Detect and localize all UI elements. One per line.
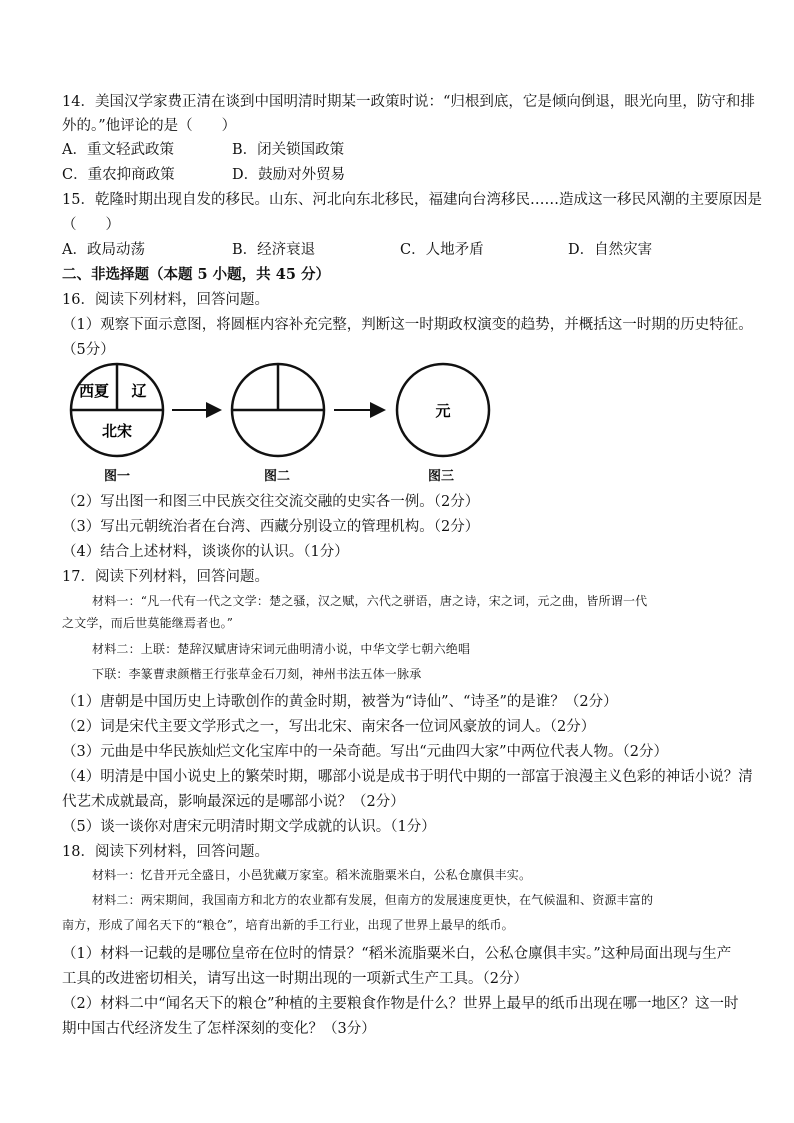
q15-option-a: A．政局动荡 bbox=[62, 242, 145, 258]
q17-intro: 17．阅读下列材料，回答问题。 bbox=[62, 569, 269, 585]
q14-stem-line1: 14．美国汉学家费正清在谈到中国明清时期某一政策时说：“归根到底，它是倾向倒退，眼光向里，防守和排 bbox=[62, 94, 755, 110]
caption-fig1: 图一 bbox=[104, 469, 131, 484]
q15-stem-line1: 15．乾隆时期出现自发的移民。山东、河北向东北移民，福建向台湾移民……造成这一移民风潮的主要原因是 bbox=[62, 192, 762, 208]
q17-sub3: （3）元曲是中华民族灿烂文化宝库中的一朵奇葩。写出“元曲四大家”中两位代表人物。（2分） bbox=[62, 744, 669, 760]
q14-option-d: D．鼓励对外贸易 bbox=[232, 167, 346, 183]
q14-stem-line2: 外的。”他评论的是（ ） bbox=[62, 118, 237, 134]
q16-sub1-line2: （5分） bbox=[62, 342, 115, 358]
q18-sub2-line2: 期中国古代经济发生了怎样深刻的变化？（3分） bbox=[62, 1021, 376, 1037]
caption-fig3: 图三 bbox=[428, 469, 455, 484]
q16-sub1-line1: （1）观察下面示意图，将圆框内容补充完整，判断这一时期政权演变的趋势，并概括这一时期的历史特征。 bbox=[62, 317, 753, 333]
regime-diagram bbox=[60, 360, 500, 460]
q17-sub4-line2: 代艺术成就最高，影响最深远的是哪部小说？（2分） bbox=[62, 794, 405, 810]
q15-stem-line2: （ ） bbox=[62, 217, 120, 233]
q18-intro: 18．阅读下列材料，回答问题。 bbox=[62, 844, 269, 860]
q15-option-b: B．经济衰退 bbox=[232, 242, 316, 258]
q18-material2-line2: 南方，形成了闻名天下的“粮仓”，培育出新的手工行业，出现了世界上最早的纸币。 bbox=[62, 918, 514, 932]
q17-sub5: （5）谈一谈你对唐宋元明清时期文学成就的认识。（1分） bbox=[62, 819, 436, 835]
q15-option-c: C．人地矛盾 bbox=[400, 242, 484, 258]
q16-sub3: （3）写出元朝统治者在台湾、西藏分别设立的管理机构。（2分） bbox=[62, 519, 480, 535]
q18-material1: 材料一：忆昔开元全盛日，小邑犹藏万家室。稻米流脂粟米白，公私仓廪俱丰实。 bbox=[92, 868, 532, 882]
q16-intro: 16．阅读下列材料，回答问题。 bbox=[62, 292, 269, 308]
q18-sub2-line1: （2）材料二中“闻名天下的粮仓”种植的主要粮食作物是什么？世界上最早的纸币出现在哪一地区？这一时 bbox=[62, 996, 739, 1012]
q15-option-d: D．自然灾害 bbox=[568, 242, 653, 258]
q17-sub2: （2）词是宋代主要文学形式之一，写出北宋、南宋各一位词风豪放的词人。（2分） bbox=[62, 719, 596, 735]
q18-sub1-line1: （1）材料一记载的是哪位皇帝在位时的情景？“稻米流脂粟米白，公私仓廪俱丰实。”这种局面出现与生产 bbox=[62, 946, 732, 962]
fig1-liao-label: 辽 bbox=[131, 382, 147, 400]
figure-3-circle bbox=[397, 364, 489, 456]
fig1-beisong-label: 北宋 bbox=[101, 422, 133, 440]
section-title: 二、非选择题（本题 5 小题，共 45 分） bbox=[62, 266, 330, 283]
q17-material1-line1: 材料一：“凡一代有一代之文学：楚之骚，汉之赋，六代之骈语，唐之诗，宋之词，元之曲，皆所谓一代 bbox=[92, 594, 648, 608]
fig1-xixia-label: 西夏 bbox=[78, 382, 110, 400]
q16-sub4: （4）结合上述材料，谈谈你的认识。（1分） bbox=[62, 544, 349, 560]
caption-fig2: 图二 bbox=[264, 469, 291, 484]
figure-1-circle bbox=[71, 364, 163, 456]
q17-material2-line2: 下联：李篆曹隶颜楷王行张草金石刀刻，神州书法五体一脉承 bbox=[92, 667, 422, 681]
q17-sub4-line1: （4）明清是中国小说史上的繁荣时期，哪部小说是成书于明代中期的一部富于浪漫主义色彩的神话小说？清 bbox=[62, 769, 753, 785]
fig3-yuan-label: 元 bbox=[435, 402, 451, 420]
q14-option-a: A．重文轻武政策 bbox=[62, 142, 174, 158]
figure-2-circle bbox=[232, 364, 324, 456]
q18-material2-line1: 材料二：两宋期间，我国南方和北方的农业都有发展，但南方的发展速度更快，在气候温和、资源丰富的 bbox=[92, 893, 654, 907]
q17-sub1: （1）唐朝是中国历史上诗歌创作的黄金时期，被誉为“诗仙”、“诗圣”的是谁？（2分） bbox=[62, 694, 618, 710]
q17-material1-line2: 之文学，而后世莫能继焉者也。” bbox=[62, 616, 234, 630]
q14-option-b: B．闭关锁国政策 bbox=[232, 142, 345, 158]
q18-sub1-line2: 工具的改进密切相关，请写出这一时期出现的一项新式生产工具。（2分） bbox=[62, 971, 528, 987]
q16-sub2: （2）写出图一和图三中民族交往交流交融的史实各一例。（2分） bbox=[62, 494, 480, 510]
q17-material2-line1: 材料二：上联：楚辞汉赋唐诗宋词元曲明清小说，中华文学七朝六绝唱 bbox=[92, 642, 471, 656]
q14-option-c: C．重农抑商政策 bbox=[62, 167, 175, 183]
